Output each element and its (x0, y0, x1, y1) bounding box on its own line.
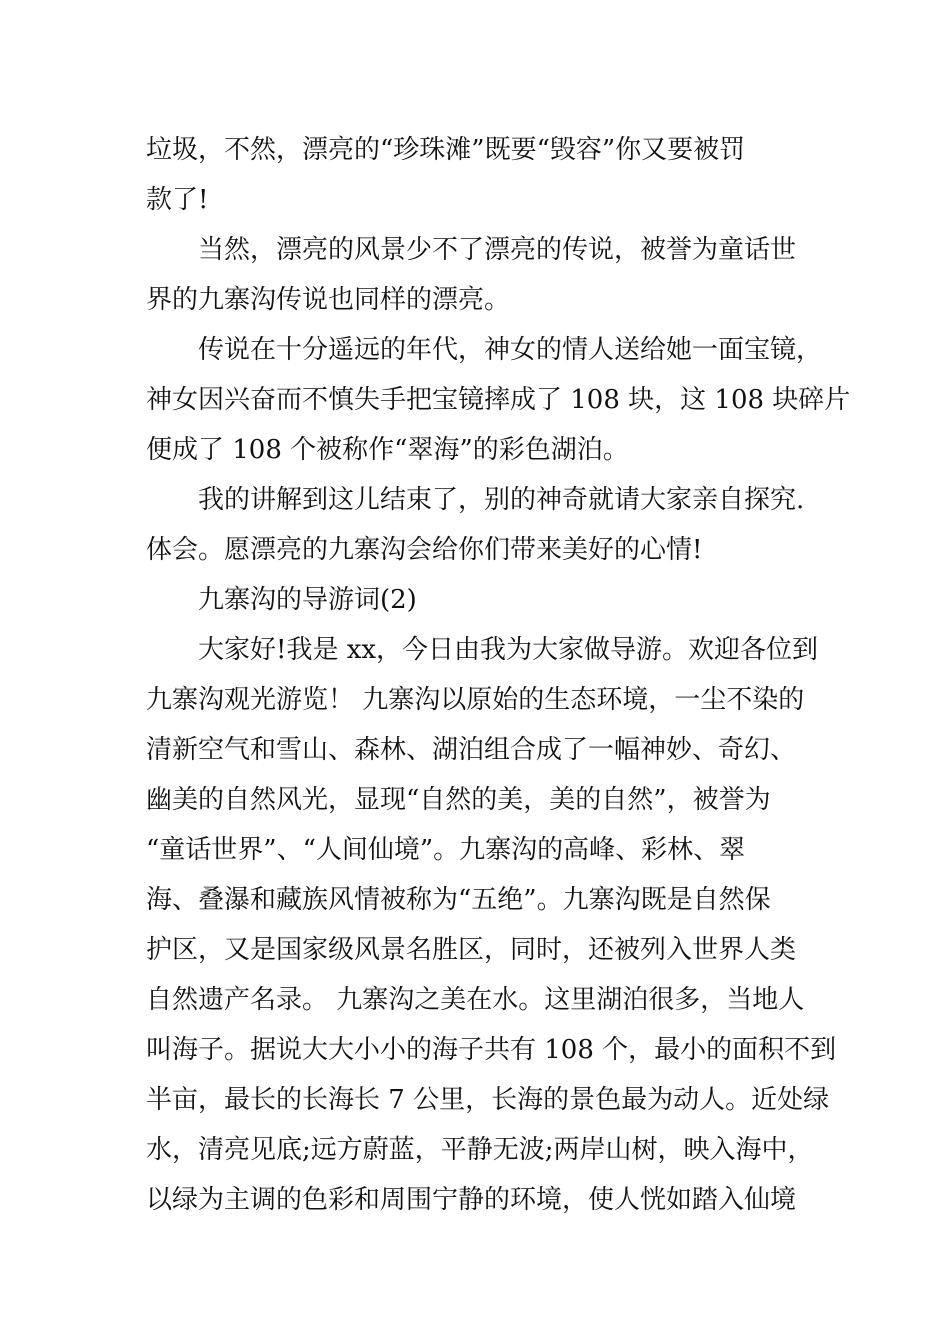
paragraph-start: 当然，漂亮的风景少不了漂亮的传说，被誉为童话世 (198, 235, 797, 265)
text-line: 水，清亮见底;远方蔚蓝，平静无波;两岸山树，映入海中， (146, 1135, 814, 1165)
text-line: 半亩，最长的长海长 7 公里，长海的景色最为动人。近处绿 (146, 1085, 830, 1115)
text-line: 款了! (146, 185, 209, 215)
text-line: 九寨沟观光游览！ 九寨沟以原始的生态环境，一尘不染的 (146, 685, 805, 715)
text-line: 垃圾，不然，漂亮的“珍珠滩”既要“毁容”你又要被罚 (146, 135, 746, 165)
text-line: 护区，又是国家级风景名胜区，同时，还被列入世界人类 (146, 935, 797, 965)
text-line: 清新空气和雪山、森林、湖泊组合成了一幅神妙、奇幻、 (146, 735, 797, 765)
paragraph-start: 我的讲解到这儿结束了，别的神奇就请大家亲自探究. (198, 485, 805, 515)
text-line: 便成了 108 个被称作“翠海”的彩色湖泊。 (146, 435, 629, 465)
section-heading: 九寨沟的导游词(2) (198, 585, 417, 615)
text-line: 自然遗产名录。 九寨沟之美在水。这里湖泊很多，当地人 (146, 985, 805, 1015)
text-line: 叫海子。据说大大小小的海子共有 108 个，最小的面积不到 (146, 1035, 837, 1065)
text-line: 界的九寨沟传说也同样的漂亮。 (146, 285, 511, 315)
text-line: “童话世界”、“人间仙境”。九寨沟的高峰、彩林、翠 (146, 835, 746, 865)
text-line: 体会。愿漂亮的九寨沟会给你们带来美好的心情! (146, 535, 703, 565)
text-line: 神女因兴奋而不慎失手把宝镜摔成了 108 块，这 108 块碎片 (146, 385, 851, 415)
paragraph-start: 大家好!我是 xx，今日由我为大家做导游。欢迎各位到 (198, 635, 819, 665)
text-line: 海、叠瀑和藏族风情被称为“五绝”。九寨沟既是自然保 (146, 885, 771, 915)
text-line: 以绿为主调的色彩和周围宁静的环境，使人恍如踏入仙境 (146, 1185, 797, 1215)
paragraph-start: 传说在十分遥远的年代，神女的情人送给她一面宝镜， (198, 335, 823, 365)
text-line: 幽美的自然风光，显现“自然的美，美的自然”，被誉为 (146, 785, 771, 815)
